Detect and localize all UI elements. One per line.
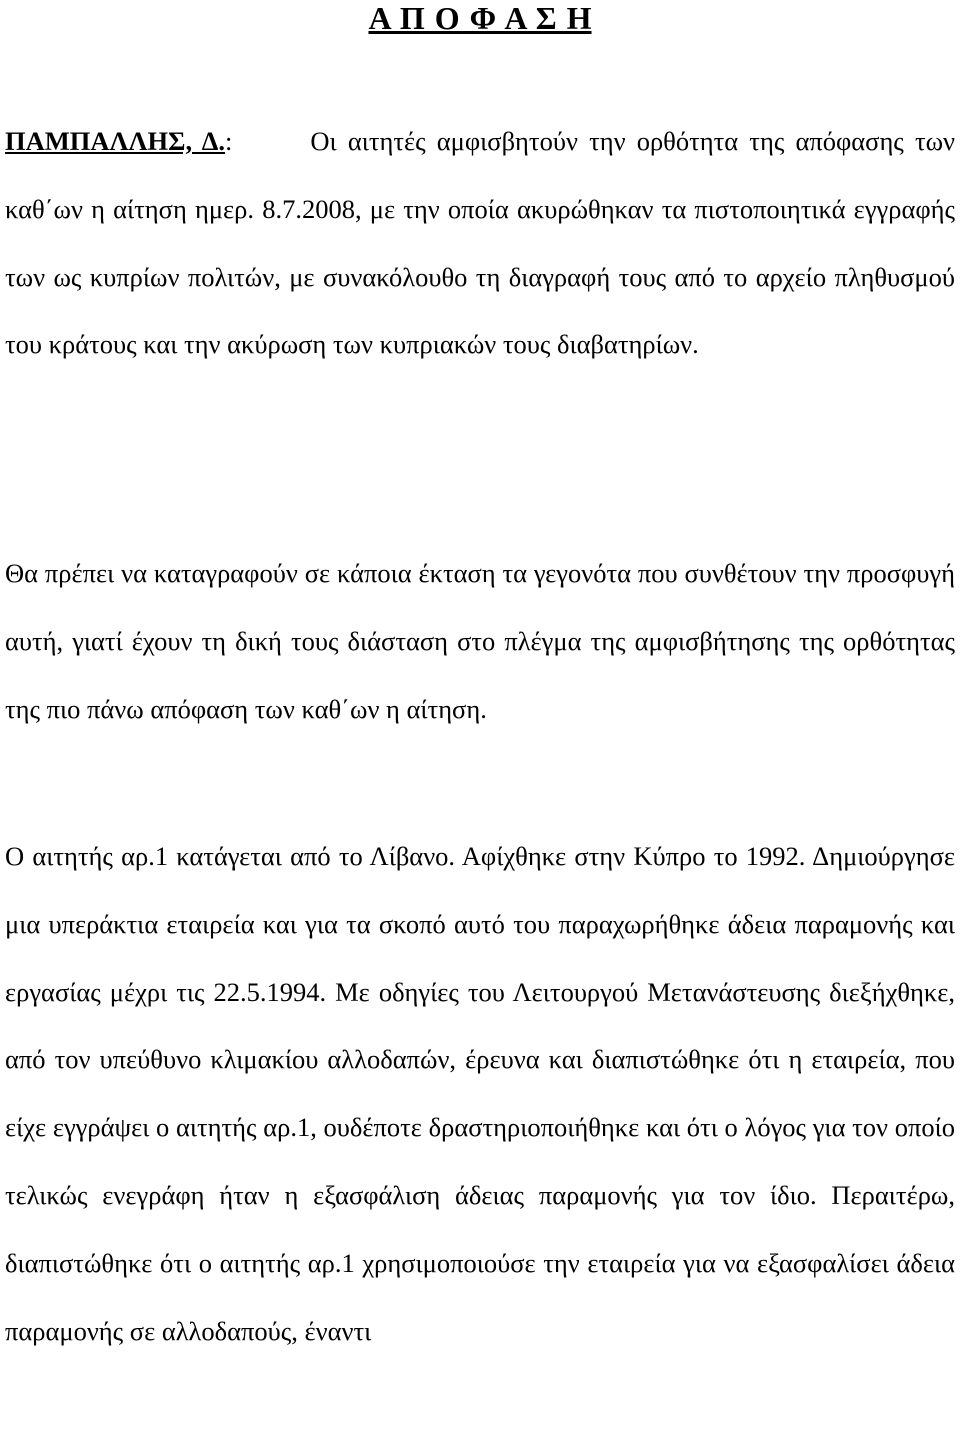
page-title: Α Π Ο Φ Α Σ Η (368, 0, 592, 36)
judge-name: ΠΑΜΠΑΛΛΗΣ, Δ. (5, 126, 225, 156)
paragraph-3: Ο αιτητής αρ.1 κατάγεται από το Λίβανο. Αφίχθηκε στην Κύπρο το 1992. Δημιούργησε μια υπεράκτια εταιρεία και για τα σκοπό αυτό του παραχωρήθηκε άδεια παραμονής και εργασίας μέχρι τις 22.5.1994. Με οδηγίες του Λειτουργού Μετανάστευσης διεξήχθηκε, από τον υπεύθυνο κλιμακίου αλλοδαπών, έρευνα και διαπιστώθηκε ότι η εταιρεία, που είχε εγγράψει ο αιτητής αρ.1, ουδέποτε δραστηριοποιήθηκε και ότι ο λόγος για τον οποίο τελικώς ενεγράφη ήταν η εξασφάλιση άδειας παραμονής για τον ίδιο. Περαιτέρω, διαπιστώθηκε ότι ο αιτητής αρ.1 χρησιμοποιούσε την εταιρεία για να εξασφαλίσει άδεια παραμονής σε αλλοδαπούς, έναντι (5, 841, 955, 1346)
paragraph-1 (5, 108, 955, 379)
judge-name-colon: : (225, 126, 233, 156)
paragraph-1-text: Οι αιτητές αμφισβητούν την ορθότητα της απόφασης των καθ΄ων η αίτηση ημερ. 8.7.2008, με την οποία ακυρώθηκαν τα πιστοποιητικά εγγραφής των ως κυπρίων πολιτών, με συνακόλουθο τη διαγραφή τους από το αρχείο πληθυσμού του κράτους και την ακύρωση των κυπριακών τους διαβατηρίων. (5, 126, 956, 360)
paragraph-2: Θα πρέπει να καταγραφούν σε κάποια έκταση τα γεγονότα που συνθέτουν την προσφυγή αυτή, γιατί έχουν τη δική τους διάσταση στο πλέγμα της αμφισβήτησης της ορθότητας της πιο πάνω απόφαση των καθ΄ων η αίτηση. (5, 558, 955, 724)
